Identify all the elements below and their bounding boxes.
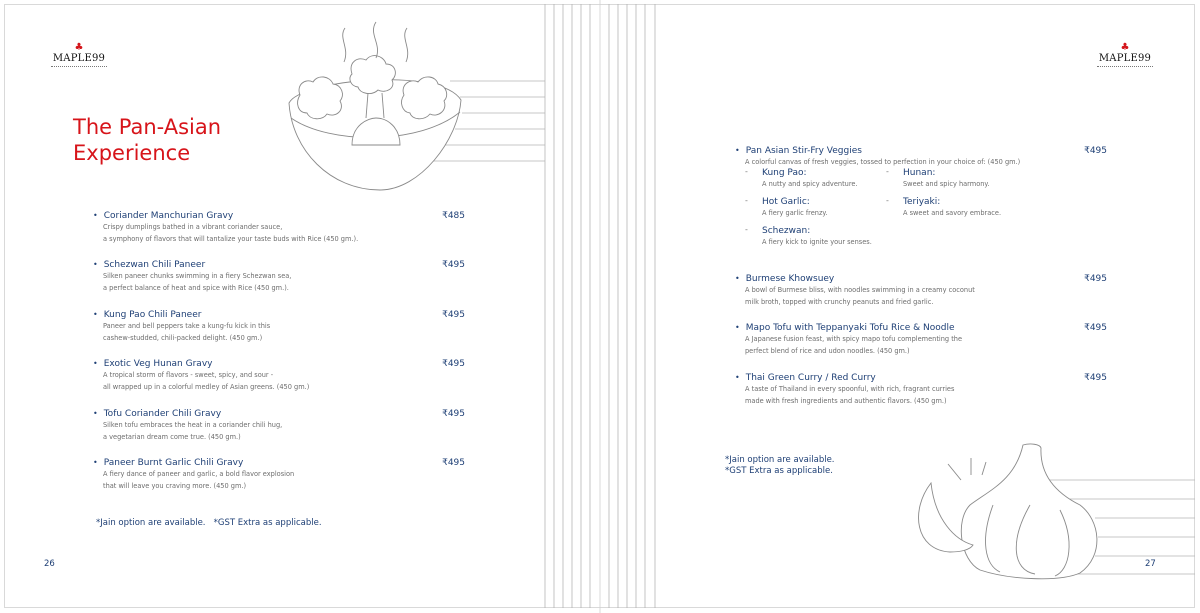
sauce-description: A fiery kick to ignite your senses. [762,238,872,246]
item-description: A taste of Thailand in every spoonful, with rich, fragrant curries [745,385,955,393]
item-description: Paneer and bell peppers take a kung-fu kick in this [103,322,271,330]
sauce-description: A sweet and savory embrace. [903,209,1002,217]
sauce-name: Kung Pao: [762,168,807,178]
page-title-line2: Experience [73,141,191,165]
logo-wordmark: MAPLE99 [1098,53,1152,64]
menu-item [735,365,1107,407]
dash-icon: - [745,167,748,176]
menu-item [735,266,1107,308]
item-price: ₹495 [1084,274,1107,284]
item-description: Crispy dumplings bathed in a vibrant coriander sauce, [103,223,283,231]
item-description: Silken paneer chunks swimming in a fiery Schezwan sea, [103,272,292,280]
logo-tagline [1097,66,1153,68]
item-description: a perfect balance of heat and spice with Rice (450 gm.). [103,283,289,292]
logo-wordmark: MAPLE99 [52,53,106,64]
brand-logo [48,43,110,68]
sauce-name: Hot Garlic: [762,197,810,207]
sauce-name: Hunan: [903,168,936,178]
item-name: Exotic Veg Hunan Gravy [103,359,213,369]
item-name: Paneer Burnt Garlic Chili Gravy [103,458,244,468]
item-price: ₹495 [442,359,465,369]
item-description: that will leave you craving more. (450 gm.) [103,481,247,490]
page-number: 26 [44,559,55,569]
menu-item [93,450,465,492]
sauce-name: Teriyaki: [903,197,941,207]
item-description: A Japanese fusion feast, with spicy mapo tofu complementing the [745,335,963,343]
dash-icon: - [886,196,889,205]
footnote: *Jain option are available. *GST Extra as applicable. [96,518,322,528]
brand-logo [1094,43,1156,68]
item-description: A colorful canvas of fresh veggies, tossed to perfection in your choice of: (450 gm.) [745,158,1021,166]
item-description: a symphony of flavors that will tantalize your taste buds with Rice (450 gm.). [103,234,359,243]
item-price: ₹495 [442,260,465,270]
item-description: made with fresh ingredients and authentic flavors. (450 gm.) [745,396,947,405]
footnote [725,455,835,477]
item-description: a vegetarian dream come true. (450 gm.) [103,432,241,441]
item-price: ₹485 [442,211,465,221]
item-price: ₹495 [442,310,465,320]
menu-item [93,203,465,245]
dash-icon: - [745,196,748,205]
item-description: A fiery dance of paneer and garlic, a bold flavor explosion [103,470,295,478]
menu-item [735,315,1107,357]
item-name: Burmese Khowsuey [745,274,835,284]
logo-tagline [51,66,107,68]
bullet-icon: • [735,323,740,332]
sauce-description: Sweet and spicy harmony. [903,180,990,188]
item-description: A bowl of Burmese bliss, with noodles swimming in a creamy coconut [745,286,975,294]
footnote-gst: *GST Extra as applicable. [725,466,833,476]
bullet-icon: • [93,409,98,418]
bullet-icon: • [735,146,740,155]
sauce-name: Schezwan: [762,226,811,236]
item-description: Silken tofu embraces the heat in a coriander chili hug, [103,421,283,429]
item-price: ₹495 [1084,323,1107,333]
page-number: 27 [1145,559,1156,569]
item-name: Thai Green Curry / Red Curry [745,373,876,383]
dash-icon: - [886,167,889,176]
item-description: perfect blend of rice and udon noodles. (450 gm.) [745,346,910,355]
menu-item [93,252,465,294]
item-description: all wrapped up in a colorful medley of Asian greens. (450 gm.) [103,382,310,391]
sauce-description: A nutty and spicy adventure. [762,180,858,188]
maple-leaf-icon: ♣ [1120,42,1130,53]
page-title [73,114,221,166]
item-name: Schezwan Chili Paneer [103,260,206,270]
item-name: Coriander Manchurian Gravy [103,211,234,221]
item-description: A tropical storm of flavors - sweet, spicy, and sour - [103,371,274,379]
item-name: Mapo Tofu with Teppanyaki Tofu Rice & Noodle [745,323,955,333]
bullet-icon: • [93,310,98,319]
bullet-icon: • [735,274,740,283]
maple-leaf-icon: ♣ [74,42,84,53]
bullet-icon: • [93,260,98,269]
item-name: Tofu Coriander Chili Gravy [103,409,222,419]
bullet-icon: • [735,373,740,382]
bullet-icon: • [93,359,98,368]
menu-item [93,351,465,393]
footnote-jain: *Jain option are available. [725,455,835,465]
sauce-description: A fiery garlic frenzy. [762,209,828,217]
item-name: Pan Asian Stir-Fry Veggies [745,146,862,156]
page-title-line1: The Pan-Asian [73,115,222,139]
menu-item [93,302,465,344]
item-price: ₹495 [1084,146,1107,156]
item-description: milk broth, topped with crunchy peanuts and fried garlic. [745,297,934,306]
menu-item [93,401,465,443]
bullet-icon: • [93,458,98,467]
item-name: Kung Pao Chili Paneer [103,310,202,320]
dash-icon: - [745,225,748,234]
item-price: ₹495 [1084,373,1107,383]
item-price: ₹495 [442,458,465,468]
item-price: ₹495 [442,409,465,419]
bullet-icon: • [93,211,98,220]
menu-item [735,138,1107,169]
item-description: cashew-studded, chili-packed delight. (450 gm.) [103,333,263,342]
